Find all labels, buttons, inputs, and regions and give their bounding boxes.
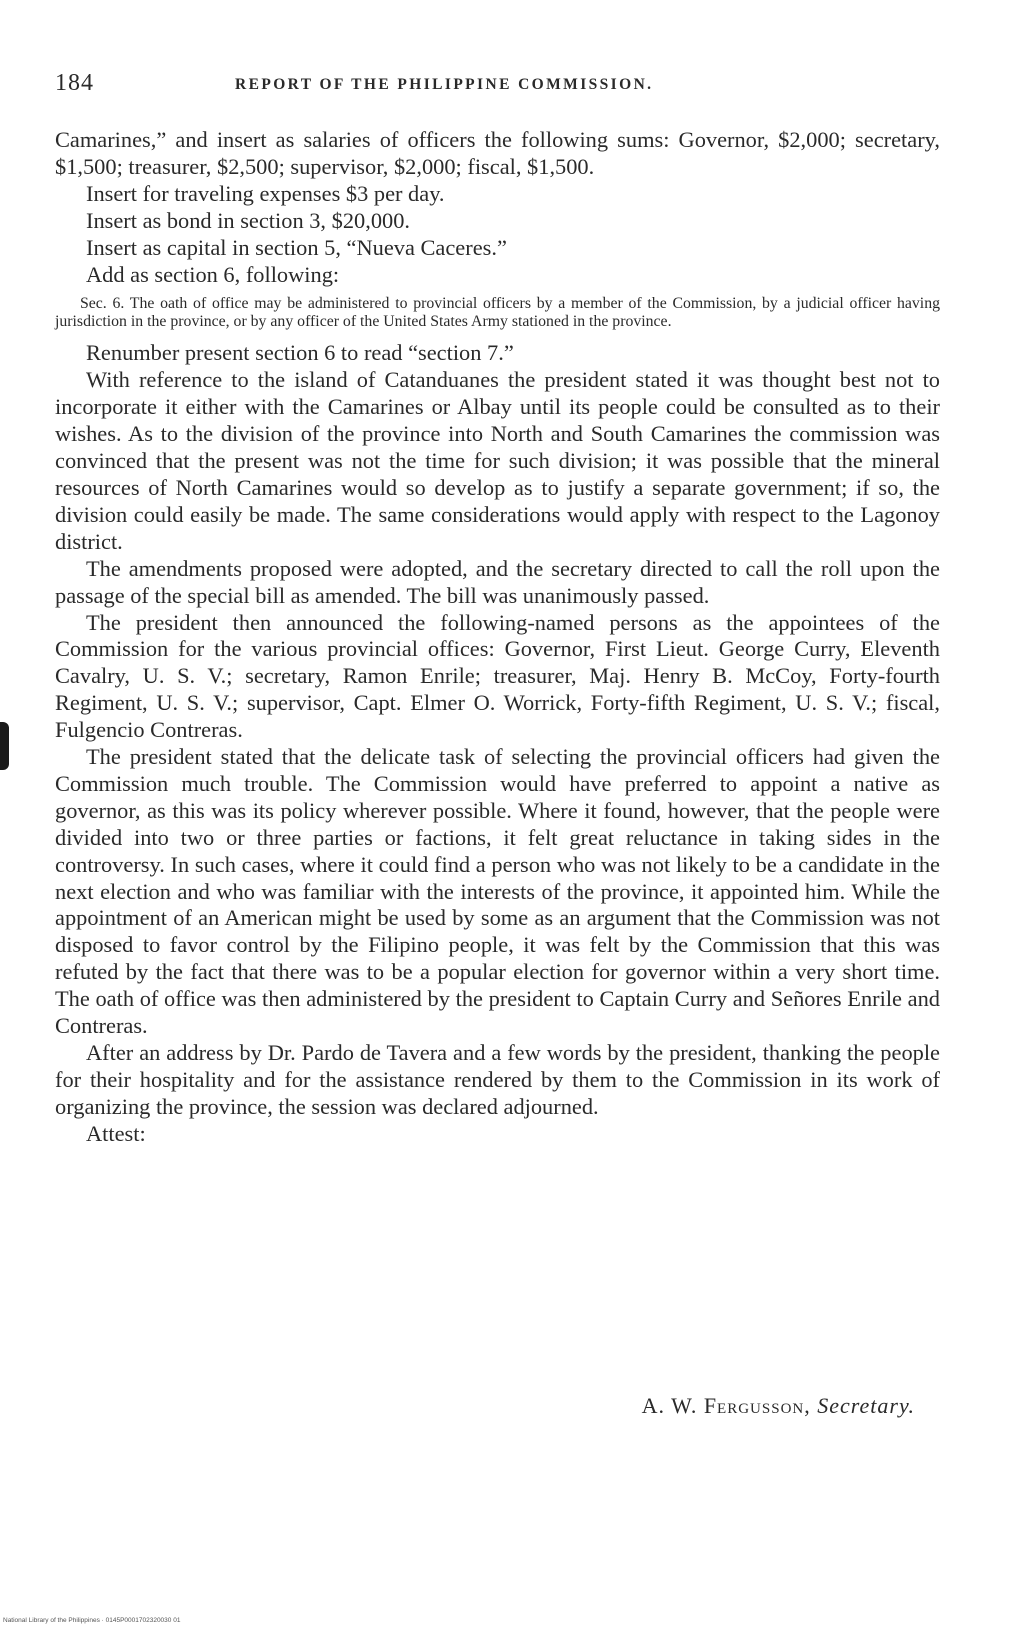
paragraph: Renumber present section 6 to read “section 7.”	[86, 340, 514, 366]
page-header	[55, 70, 935, 100]
quoted-section: Sec. 6. The oath of office may be administered to provincial officers by a member of the Commission, by a judicial officer having jurisdiction in the province, or by any officer of the United States Army stationed in the province.	[55, 295, 940, 330]
body-text	[55, 127, 940, 1148]
signatory-title: Secretary.	[817, 1393, 915, 1418]
paragraph: The president then announced the following-named persons as the appointees of the Commission for the various provincial offices: Governor, First Lieut. George Curry, Eleventh Cavalry, U. S. V.; secretary, Ramon Enrile; treasurer, Maj. Henry B. McCoy, Forty-fourth Regiment, U. S. V.; supervisor, Capt. Elmer O. Worrick, Forty-fifth Regiment, U. S. V.; fiscal, Fulgencio Contreras.	[55, 609, 940, 743]
paragraph: Insert for traveling expenses $3 per day.	[86, 180, 445, 206]
scan-margin-mark	[0, 722, 9, 770]
paragraph: Insert as capital in section 5, “Nueva Caceres.”	[86, 234, 507, 260]
attest-line: Attest:	[86, 1120, 146, 1146]
paragraph: Insert as bond in section 3, $20,000.	[86, 207, 410, 233]
footer-credit: National Library of the Philippines · 0145P0001702320030 01	[3, 1617, 181, 1624]
paragraph: With reference to the island of Catanduanes the president stated it was thought best not to incorporate it either with the Camarines or Albay until its people could be consulted as to their wishes. As to the division of the province into North and South Camarines the commission was convinced that the present was not the time for such division; it was possible that the mineral resources of North Camarines would so develop as to justify a separate government; if so, the division could easily be made. The same considerations would apply with respect to the Lagonoy district.	[55, 367, 940, 554]
paragraph: After an address by Dr. Pardo de Tavera and a few words by the president, thanking the people for their hospitality and for the assistance rendered by them to the Commission in its work of organizing the province, the session was declared adjourned.	[55, 1040, 940, 1119]
signature-line	[0, 1393, 915, 1419]
running-head: REPORT OF THE PHILIPPINE COMMISSION.	[235, 76, 654, 93]
paragraph: Camarines,” and insert as salaries of officers the following sums: Governor, $2,000; secretary, $1,500; treasurer, $2,500; supervisor, $2,000; fiscal, $1,500.	[55, 127, 940, 179]
paragraph: The amendments proposed were adopted, and the secretary directed to call the roll upon the passage of the special bill as amended. The bill was unanimously passed.	[55, 555, 940, 608]
paragraph: The president stated that the delicate task of selecting the provincial officers had given the Commission much trouble. The Commission would have preferred to appoint a native as governor, as this was its policy wherever possible. Where it found, however, that the people were divided into two or three parties or factions, it felt great reluctance in taking sides in the controversy. In such cases, where it could find a person who was not likely to be a candidate in the next election and who was familiar with the interests of the province, it appointed him. While the appointment of an American might be used by some as an argument that the Commission was not disposed to favor control by the Filipino people, it was felt by the Commission that this was refuted by the fact that there was to be a popular election for governor within a very short time. The oath of office was then administered by the president to Captain Curry and Señores Enrile and Contreras.	[55, 744, 940, 1039]
page-number: 184	[55, 70, 94, 96]
signatory-name: A. W. Fergusson,	[641, 1393, 811, 1418]
paragraph: Add as section 6, following:	[86, 261, 340, 287]
